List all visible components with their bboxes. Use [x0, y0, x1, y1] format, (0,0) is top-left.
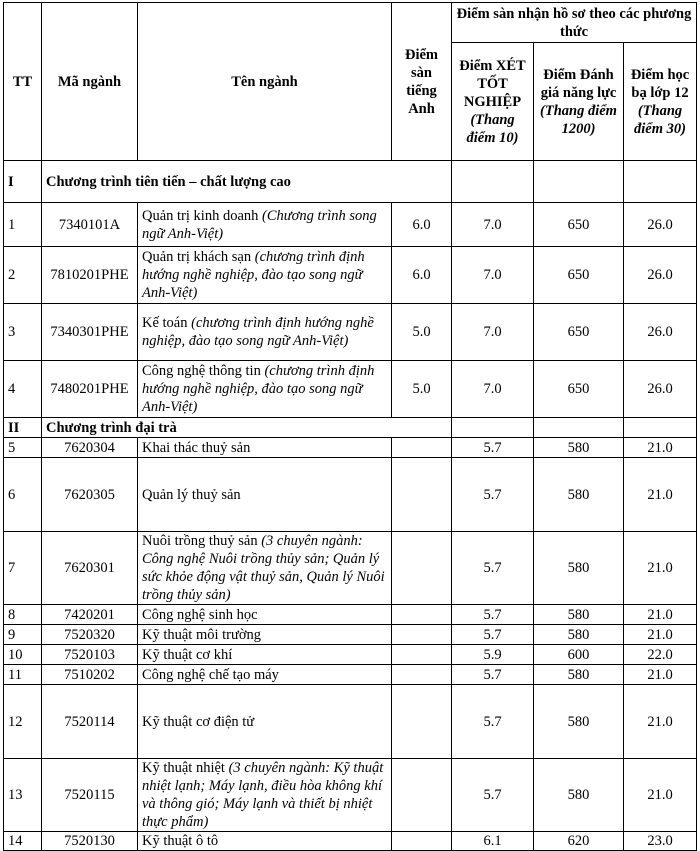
row-graduation-score: 7.0	[452, 203, 534, 247]
row-name	[138, 247, 392, 304]
section-tt: II	[4, 418, 42, 438]
row-name	[138, 759, 392, 832]
row-aptitude-score: 580	[534, 458, 624, 532]
row-english-score	[392, 665, 452, 685]
row-graduation-score: 5.7	[452, 759, 534, 832]
table-row	[4, 438, 697, 458]
row-name-note: (3 chuyên ngành: Kỹ thuật nhiệt lạnh; Máy lạnh, điều hòa không khí và thông gió; Máy lạnh và thiết bị nhiệt thực phẩm)	[142, 760, 384, 830]
row-tt: 13	[4, 759, 42, 832]
row-name-note: (chương trình định hướng nghề nghiệp, đào tạo song ngữ Anh-Việt)	[142, 249, 365, 301]
header-tt: TT	[4, 3, 42, 161]
row-tt: 3	[4, 304, 42, 361]
row-transcript-score: 21.0	[624, 665, 697, 685]
table-row	[4, 532, 697, 605]
row-name-text: Kỹ thuật nhiệt	[142, 760, 225, 776]
header-ma-nganh: Mã ngành	[42, 3, 138, 161]
row-name-text: Nuôi trồng thuỷ sản	[142, 533, 258, 549]
row-transcript-score: 22.0	[624, 645, 697, 665]
row-graduation-score: 5.7	[452, 605, 534, 625]
table-row	[4, 665, 697, 685]
row-name-text: Kỹ thuật ô tô	[142, 833, 219, 849]
row-code: 7340101A	[42, 203, 138, 247]
row-transcript-score: 26.0	[624, 361, 697, 418]
row-transcript-score: 21.0	[624, 458, 697, 532]
row-transcript-score: 21.0	[624, 625, 697, 645]
row-graduation-score: 7.0	[452, 361, 534, 418]
row-name-note: (chương trình định hướng nghề nghiệp, đào tạo song ngữ Anh-Việt)	[142, 315, 374, 349]
row-name-text: Quản lý thuỷ sản	[142, 486, 241, 503]
row-tt: 4	[4, 361, 42, 418]
section-label: Chương trình tiên tiến – chất lượng cao	[42, 161, 452, 203]
row-graduation-score: 5.7	[452, 665, 534, 685]
row-code: 7810201PHE	[42, 247, 138, 304]
row-name	[138, 645, 392, 665]
row-aptitude-score: 650	[534, 247, 624, 304]
row-name-note: (Chương trình song ngữ Anh-Việt)	[142, 207, 377, 242]
table-row	[4, 832, 697, 851]
row-graduation-score: 5.9	[452, 645, 534, 665]
row-tt: 1	[4, 203, 42, 247]
table-row	[4, 605, 697, 625]
row-name-text: Kỹ thuật cơ điện tử	[142, 713, 255, 730]
table-body	[4, 161, 697, 851]
row-english-score	[392, 625, 452, 645]
row-graduation-score: 7.0	[452, 247, 534, 304]
table-row	[4, 361, 697, 418]
header-diem-nang-luc: Điểm Đánh giá năng lực (Thang điểm 1200)	[534, 43, 624, 161]
row-aptitude-score: 580	[534, 605, 624, 625]
row-code: 7620304	[42, 438, 138, 458]
row-aptitude-score: 600	[534, 645, 624, 665]
row-transcript-score: 21.0	[624, 759, 697, 832]
table-row	[4, 685, 697, 759]
row-transcript-score: 21.0	[624, 438, 697, 458]
row-name	[138, 532, 392, 605]
row-english-score: 6.0	[392, 247, 452, 304]
row-name-text: Công nghệ chế tạo máy	[142, 666, 279, 683]
row-aptitude-score: 650	[534, 203, 624, 247]
row-tt: 2	[4, 247, 42, 304]
row-tt: 12	[4, 685, 42, 759]
row-aptitude-score: 650	[534, 304, 624, 361]
row-graduation-score: 7.0	[452, 304, 534, 361]
row-english-score	[392, 438, 452, 458]
row-tt: 9	[4, 625, 42, 645]
row-name-text: Kỹ thuật môi trường	[142, 626, 262, 643]
table-row	[4, 625, 697, 645]
row-english-score	[392, 605, 452, 625]
table-row	[4, 304, 697, 361]
row-transcript-score: 21.0	[624, 685, 697, 759]
row-name-text: Kỹ thuật cơ khí	[142, 646, 233, 663]
header-ten-nganh: Tên ngành	[138, 3, 392, 161]
row-tt: 10	[4, 645, 42, 665]
section-row	[4, 161, 697, 203]
section-row	[4, 418, 697, 438]
row-code: 7510202	[42, 665, 138, 685]
row-tt: 11	[4, 665, 42, 685]
row-name	[138, 625, 392, 645]
row-graduation-score: 5.7	[452, 532, 534, 605]
row-english-score	[392, 832, 452, 851]
row-transcript-score: 23.0	[624, 832, 697, 851]
header-method-group: Điểm sàn nhận hồ sơ theo các phương thức	[452, 3, 697, 43]
row-code: 7520103	[42, 645, 138, 665]
row-aptitude-score: 580	[534, 625, 624, 645]
table-row	[4, 203, 697, 247]
section-empty-cell	[624, 418, 697, 438]
row-name	[138, 203, 392, 247]
row-graduation-score: 5.7	[452, 438, 534, 458]
row-transcript-score: 26.0	[624, 203, 697, 247]
row-name-text: Công nghệ sinh học	[142, 606, 258, 623]
row-name-text: Công nghệ thông tin	[142, 363, 261, 379]
section-empty-cell	[624, 161, 697, 203]
row-tt: 6	[4, 458, 42, 532]
table-row	[4, 247, 697, 304]
row-code: 7520114	[42, 685, 138, 759]
row-transcript-score: 21.0	[624, 605, 697, 625]
row-name	[138, 438, 392, 458]
row-aptitude-score: 580	[534, 665, 624, 685]
row-code: 7520115	[42, 759, 138, 832]
row-aptitude-score: 580	[534, 532, 624, 605]
row-name	[138, 361, 392, 418]
row-code: 7620305	[42, 458, 138, 532]
row-graduation-score: 5.7	[452, 625, 534, 645]
row-code: 7420201	[42, 605, 138, 625]
row-transcript-score: 21.0	[624, 532, 697, 605]
row-name-text: Quản trị kinh doanh	[142, 207, 259, 224]
row-code: 7340301PHE	[42, 304, 138, 361]
row-graduation-score: 5.7	[452, 685, 534, 759]
row-name	[138, 605, 392, 625]
table-row	[4, 458, 697, 532]
header-diem-hoc-ba: Điểm học bạ lớp 12 (Thang điểm 30)	[624, 43, 697, 161]
row-aptitude-score: 580	[534, 685, 624, 759]
row-graduation-score: 6.1	[452, 832, 534, 851]
table-row	[4, 759, 697, 832]
row-tt: 7	[4, 532, 42, 605]
section-empty-cell	[534, 161, 624, 203]
row-aptitude-score: 580	[534, 759, 624, 832]
header-diem-san-tieng-anh: Điểm sàn tiếng Anh	[392, 3, 452, 161]
row-english-score: 5.0	[392, 304, 452, 361]
row-code: 7520320	[42, 625, 138, 645]
row-english-score: 6.0	[392, 203, 452, 247]
row-aptitude-score: 620	[534, 832, 624, 851]
admission-score-table	[3, 2, 697, 851]
section-empty-cell	[534, 418, 624, 438]
row-english-score: 5.0	[392, 361, 452, 418]
row-name-note: (3 chuyên ngành: Công nghệ Nuôi trồng thủy sản; Quản lý sức khỏe động vật thuỷ sản, Quản lý Nuôi trồng thủy sản)	[142, 533, 385, 603]
row-english-score	[392, 685, 452, 759]
row-name	[138, 304, 392, 361]
section-empty-cell	[452, 161, 534, 203]
row-graduation-score: 5.7	[452, 458, 534, 532]
section-label: Chương trình đại trà	[42, 418, 452, 438]
row-tt: 14	[4, 832, 42, 851]
row-transcript-score: 26.0	[624, 247, 697, 304]
row-tt: 8	[4, 605, 42, 625]
header-diem-tot-nghiep: Điểm XÉT TỐT NGHIỆP (Thang điểm 10)	[452, 43, 534, 161]
row-aptitude-score: 650	[534, 361, 624, 418]
row-name	[138, 832, 392, 851]
row-name	[138, 685, 392, 759]
row-name	[138, 665, 392, 685]
row-code: 7520130	[42, 832, 138, 851]
table-row	[4, 645, 697, 665]
section-tt: I	[4, 161, 42, 203]
row-transcript-score: 26.0	[624, 304, 697, 361]
row-code: 7620301	[42, 532, 138, 605]
row-code: 7480201PHE	[42, 361, 138, 418]
row-english-score	[392, 759, 452, 832]
row-name-text: Quản trị khách sạn	[142, 249, 252, 265]
section-empty-cell	[452, 418, 534, 438]
row-english-score	[392, 458, 452, 532]
row-aptitude-score: 580	[534, 438, 624, 458]
row-tt: 5	[4, 438, 42, 458]
row-name-note: (chương trình định hướng nghề nghiệp, đào tạo song ngữ Anh-Việt)	[142, 363, 375, 415]
row-english-score	[392, 532, 452, 605]
row-english-score	[392, 645, 452, 665]
row-name-text: Khai thác thuỷ sản	[142, 439, 251, 456]
row-name-text: Kế toán	[142, 315, 188, 331]
row-name	[138, 458, 392, 532]
